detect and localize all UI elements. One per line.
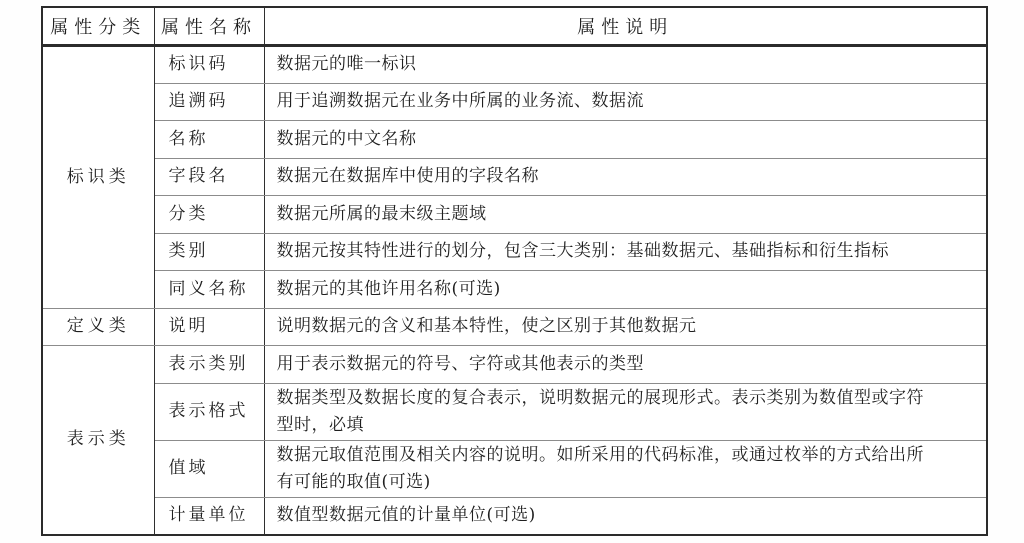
header-attr-category: 属性分类 [42,7,154,46]
header-attr-description: 属性说明 [264,7,987,46]
attr-desc-cell: 用于追溯数据元在业务中所属的业务流、数据流 [264,83,987,121]
table-row [42,383,987,440]
attr-name-cell: 说明 [154,308,264,346]
table-row [42,121,987,159]
header-row [42,7,987,46]
attr-desc-cell: 数据类型及数据长度的复合表示，说明数据元的展现形式。表示类别为数值型或字符型时，必填 [264,383,987,440]
header-attr-name: 属性名称 [154,7,264,46]
table-body [42,46,987,535]
category-cell: 定义类 [42,308,154,346]
category-cell: 表示类 [42,346,154,535]
attr-name-cell: 分类 [154,196,264,234]
table-row [42,83,987,121]
attr-name-cell: 标识码 [154,46,264,84]
attr-name-cell: 追溯码 [154,83,264,121]
attr-name-cell: 字段名 [154,158,264,196]
attr-desc-cell: 数值型数据元值的计量单位(可选) [264,497,987,535]
attr-desc-cell: 说明数据元的含义和基本特性，使之区别于其他数据元 [264,308,987,346]
attr-name-cell: 计量单位 [154,497,264,535]
table-header [42,7,987,46]
table-row [42,158,987,196]
attribute-table [41,6,988,536]
attr-desc-cell: 数据元取值范围及相关内容的说明。如所采用的代码标准，或通过枚举的方式给出所有可能的取值(可选) [264,440,987,497]
attr-name-cell: 表示格式 [154,383,264,440]
attr-name-cell: 类别 [154,233,264,271]
table-row [42,308,987,346]
attr-name-cell: 名称 [154,121,264,159]
table-row [42,196,987,234]
attr-name-cell: 表示类别 [154,346,264,384]
attr-desc-cell: 数据元所属的最末级主题域 [264,196,987,234]
attr-desc-cell: 数据元在数据库中使用的字段名称 [264,158,987,196]
table-row [42,46,987,84]
category-cell: 标识类 [42,46,154,309]
table-row [42,440,987,497]
attr-desc-cell: 数据元按其特性进行的划分，包含三大类别：基础数据元、基础指标和衍生指标 [264,233,987,271]
table-row [42,271,987,309]
attr-desc-cell: 用于表示数据元的符号、字符或其他表示的类型 [264,346,987,384]
table-row [42,233,987,271]
table-row [42,346,987,384]
attr-name-cell: 同义名称 [154,271,264,309]
table-row [42,497,987,535]
attr-desc-cell: 数据元的其他许用名称(可选) [264,271,987,309]
attr-name-cell: 值域 [154,440,264,497]
attr-desc-cell: 数据元的中文名称 [264,121,987,159]
attr-desc-cell: 数据元的唯一标识 [264,46,987,84]
